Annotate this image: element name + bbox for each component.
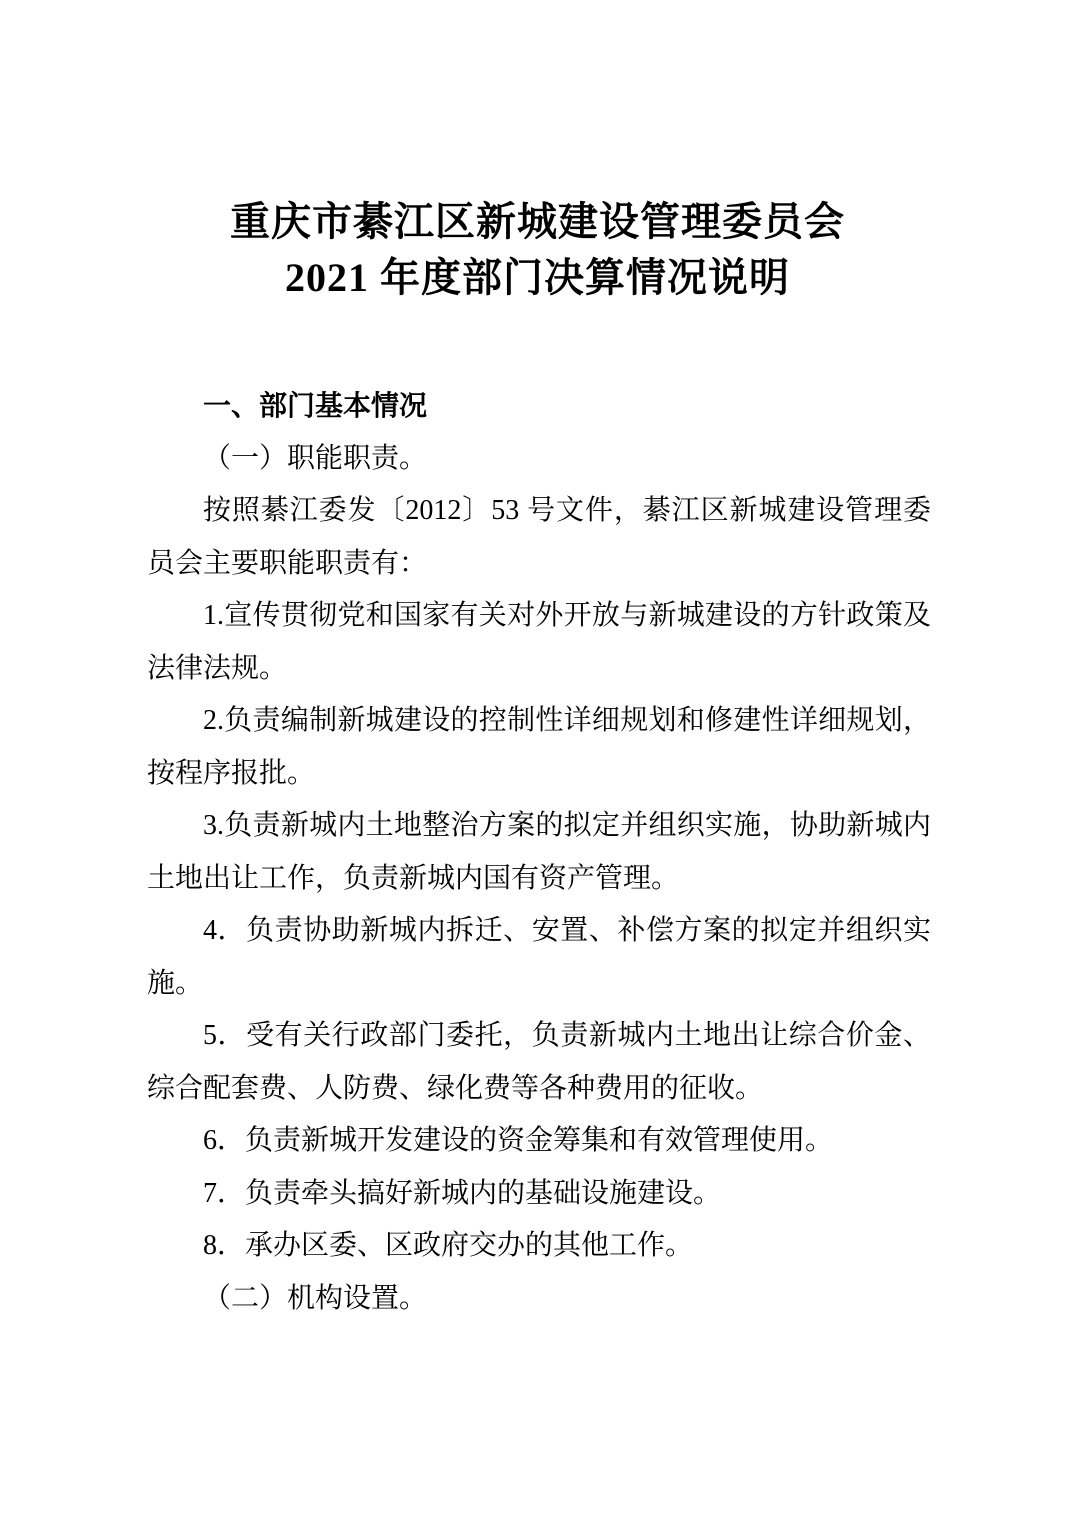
- paragraph-duty-8: 8．承办区委、区政府交办的其他工作。: [203, 1230, 694, 1261]
- paragraph-duty-4: 4．负责协助新城内拆迁、安置、补偿方案的拟定并组织实施。: [147, 915, 931, 999]
- paragraph-intro: 按照綦江委发〔2012〕53 号文件，綦江区新城建设管理委员会主要职能职责有：: [147, 495, 931, 579]
- document-body: [147, 380, 931, 1325]
- paragraph-org-subheading: （二）机构设置。: [203, 1282, 428, 1314]
- paragraph-duty-subheading: （一）职能职责。: [203, 442, 428, 474]
- paragraph-duty-7: 7．负责牵头搞好新城内的基础设施建设。: [203, 1177, 722, 1209]
- paragraph-duty-2: 2.负责编制新城建设的控制性详细规划和修建性详细规划，按程序报批。: [147, 705, 931, 789]
- paragraph-duty-6: 6．负责新城开发建设的资金筹集和有效管理使用。: [203, 1125, 834, 1156]
- document-title: [0, 0, 1075, 306]
- paragraph-duty-1: 1.宣传贯彻党和国家有关对外开放与新城建设的方针政策及法律法规。: [147, 600, 931, 684]
- document-title-line-2: 2021 年度部门决算情况说明: [285, 255, 790, 300]
- document-title-line-1: 重庆市綦江区新城建设管理委员会: [230, 199, 845, 244]
- section-heading-1: 一、部门基本情况: [203, 390, 428, 421]
- paragraph-duty-5: 5．受有关行政部门委托，负责新城内土地出让综合价金、综合配套费、人防费、绿化费等各种费用的征收。: [147, 1020, 931, 1104]
- paragraph-duty-3: 3.负责新城内土地整治方案的拟定并组织实施，协助新城内土地出让工作，负责新城内国有资产管理。: [147, 810, 931, 894]
